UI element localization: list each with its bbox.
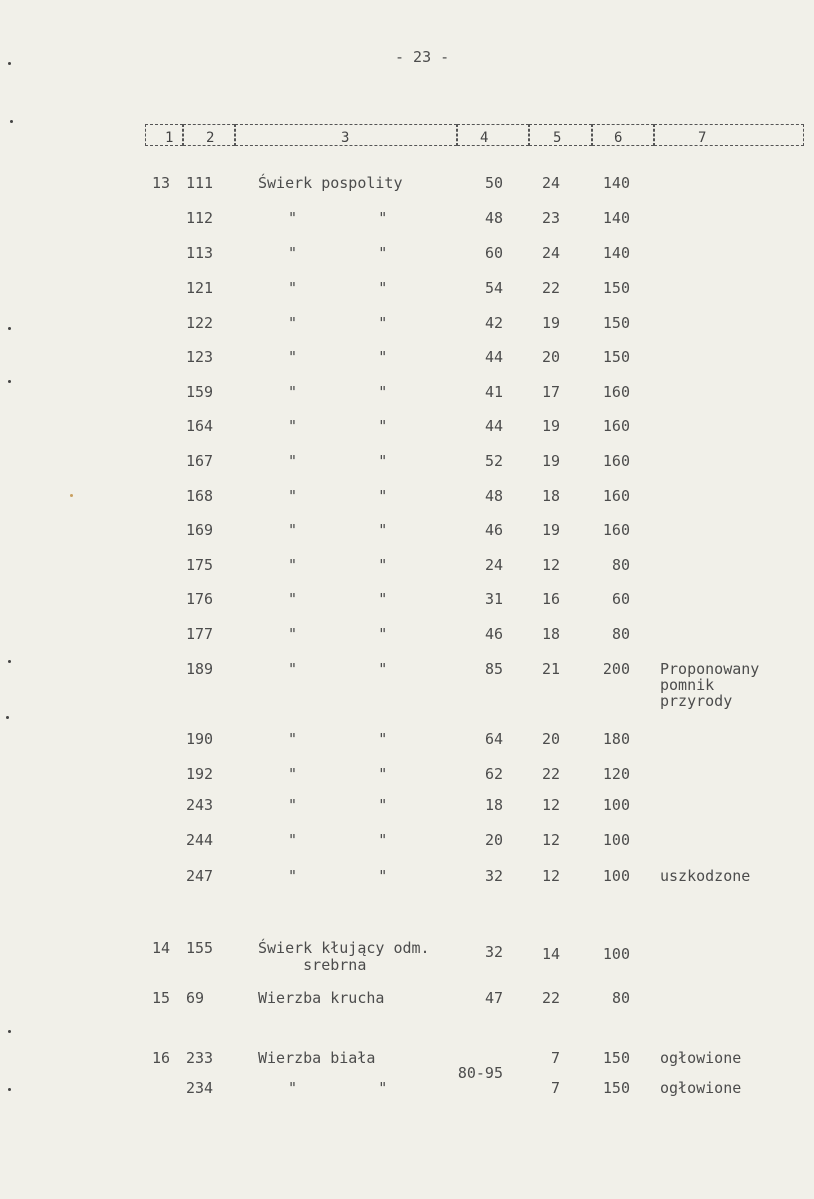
cell-species: Wierzba biała — [258, 1049, 376, 1067]
cell-nr: 159 — [186, 383, 214, 401]
page-number: - 23 - — [395, 48, 450, 66]
cell-species: " " — [288, 417, 388, 435]
cell-nr: 189 — [186, 660, 214, 678]
cell-nr: 111 — [186, 174, 214, 192]
cell-c6: 160 — [602, 417, 630, 435]
cell-c4: 18 — [484, 796, 503, 814]
cell-nr: 167 — [186, 452, 214, 470]
cell-c5: 19 — [541, 417, 560, 435]
cell-c6: 80 — [611, 989, 630, 1007]
cell-c6: 160 — [602, 487, 630, 505]
cell-c4: 47 — [484, 989, 503, 1007]
cell-c6: 200 — [602, 660, 630, 678]
header-label: 1 — [165, 130, 174, 146]
cell-c6: 140 — [602, 244, 630, 262]
cell-species: Świerk kłujący odm. srebrna — [258, 939, 430, 974]
cell-c5: 18 — [541, 625, 560, 643]
cell-nr: 190 — [186, 730, 214, 748]
margin-speck — [8, 380, 11, 383]
cell-species: " " — [288, 730, 388, 748]
cell-nr: 192 — [186, 765, 214, 783]
cell-species: " " — [288, 383, 388, 401]
cell-c6: 160 — [602, 521, 630, 539]
cell-c5: 17 — [541, 383, 560, 401]
header-label: 5 — [553, 130, 562, 146]
cell-c4: 60 — [484, 244, 503, 262]
cell-nr: 233 — [186, 1049, 214, 1067]
cell-c6: 140 — [602, 174, 630, 192]
cell-nr: 244 — [186, 831, 214, 849]
cell-species: " " — [288, 209, 388, 227]
header-cell — [592, 124, 654, 146]
cell-c6: 180 — [602, 730, 630, 748]
cell-nr: 123 — [186, 348, 214, 366]
cell-c6: 100 — [602, 831, 630, 849]
cell-c4: 24 — [484, 556, 503, 574]
cell-c6: 150 — [602, 1049, 630, 1067]
cell-species: " " — [288, 625, 388, 643]
header-label: 3 — [341, 130, 350, 146]
cell-c5: 7 — [550, 1079, 560, 1097]
cell-c5: 24 — [541, 174, 560, 192]
header-label: 6 — [614, 130, 623, 146]
cell-species: " " — [288, 279, 388, 297]
cell-c6: 140 — [602, 209, 630, 227]
cell-species: " " — [288, 452, 388, 470]
cell-c6: 160 — [602, 383, 630, 401]
cell-c4: 20 — [484, 831, 503, 849]
cell-c4: 44 — [484, 417, 503, 435]
cell-c4: 50 — [484, 174, 503, 192]
cell-group: 16 — [152, 1049, 171, 1067]
cell-species: " " — [288, 796, 388, 814]
cell-species: " " — [288, 521, 388, 539]
cell-note: ogłowione — [660, 1049, 742, 1067]
cell-c5: 18 — [541, 487, 560, 505]
cell-c5: 22 — [541, 279, 560, 297]
cell-species: " " — [288, 556, 388, 574]
cell-nr: 69 — [186, 989, 205, 1007]
cell-c6: 100 — [602, 867, 630, 885]
margin-speck — [8, 660, 11, 663]
cell-nr: 155 — [186, 939, 214, 957]
cell-nr: 247 — [186, 867, 214, 885]
margin-speck — [8, 327, 11, 330]
cell-nr: 168 — [186, 487, 214, 505]
cell-species: " " — [288, 314, 388, 332]
cell-nr: 113 — [186, 244, 214, 262]
cell-c6: 150 — [602, 314, 630, 332]
cell-species: " " — [288, 1079, 388, 1097]
cell-nr: 121 — [186, 279, 214, 297]
cell-c5: 7 — [550, 1049, 560, 1067]
cell-c4: 85 — [484, 660, 503, 678]
cell-c5: 12 — [541, 556, 560, 574]
cell-species: " " — [288, 765, 388, 783]
cell-note: uszkodzone — [660, 867, 751, 885]
cell-c5: 20 — [541, 730, 560, 748]
margin-speck — [8, 1088, 11, 1091]
cell-c5: 19 — [541, 521, 560, 539]
margin-speck — [8, 1030, 11, 1033]
cell-species: " " — [288, 244, 388, 262]
cell-nr: 175 — [186, 556, 214, 574]
cell-c5: 14 — [541, 945, 560, 963]
margin-speck — [10, 120, 13, 123]
cell-species: " " — [288, 590, 388, 608]
cell-c6: 150 — [602, 279, 630, 297]
cell-species: Wierzba krucha — [258, 989, 385, 1007]
cell-group: 13 — [152, 174, 171, 192]
cell-group: 14 — [152, 939, 171, 957]
cell-c6: 150 — [602, 1079, 630, 1097]
cell-c5: 20 — [541, 348, 560, 366]
cell-nr: 243 — [186, 796, 214, 814]
cell-c4: 41 — [484, 383, 503, 401]
margin-speck — [8, 62, 11, 65]
cell-species: " " — [288, 348, 388, 366]
cell-c6: 100 — [602, 945, 630, 963]
cell-note: Proponowany pomnik przyrody — [660, 660, 760, 710]
cell-c4: 46 — [484, 521, 503, 539]
cell-c5: 22 — [541, 989, 560, 1007]
cell-group: 15 — [152, 989, 171, 1007]
margin-speck — [6, 716, 9, 719]
cell-c4: 62 — [484, 765, 503, 783]
cell-c6: 100 — [602, 796, 630, 814]
cell-nr: 169 — [186, 521, 214, 539]
cell-c4: 64 — [484, 730, 503, 748]
cell-c4: 44 — [484, 348, 503, 366]
cell-nr: 176 — [186, 590, 214, 608]
cell-c6: 150 — [602, 348, 630, 366]
cell-nr: 112 — [186, 209, 214, 227]
cell-c6: 120 — [602, 765, 630, 783]
cell-c6: 160 — [602, 452, 630, 470]
cell-c6: 60 — [611, 590, 630, 608]
cell-c5: 23 — [541, 209, 560, 227]
cell-c5: 16 — [541, 590, 560, 608]
cell-c6: 80 — [611, 556, 630, 574]
cell-c5: 12 — [541, 867, 560, 885]
cell-c4: 32 — [484, 867, 503, 885]
cell-c4: 54 — [484, 279, 503, 297]
cell-nr: 234 — [186, 1079, 214, 1097]
cell-c5: 22 — [541, 765, 560, 783]
cell-c4: 48 — [484, 487, 503, 505]
margin-speck — [70, 494, 73, 497]
cell-nr: 122 — [186, 314, 214, 332]
cell-note: ogłowione — [660, 1079, 742, 1097]
header-label: 7 — [698, 130, 707, 146]
header-cell — [654, 124, 804, 146]
header-label: 2 — [206, 130, 215, 146]
cell-c5: 21 — [541, 660, 560, 678]
cell-c5: 19 — [541, 314, 560, 332]
cell-c5: 12 — [541, 796, 560, 814]
header-label: 4 — [480, 130, 489, 146]
cell-c4: 80-95 — [457, 1064, 503, 1082]
cell-c5: 24 — [541, 244, 560, 262]
cell-c4: 52 — [484, 452, 503, 470]
cell-nr: 177 — [186, 625, 214, 643]
cell-species: " " — [288, 831, 388, 849]
cell-c4: 32 — [484, 943, 503, 961]
cell-c4: 48 — [484, 209, 503, 227]
header-cell — [145, 124, 183, 146]
cell-species: Świerk pospolity — [258, 174, 403, 192]
cell-c4: 42 — [484, 314, 503, 332]
header-cell — [457, 124, 529, 146]
cell-c5: 12 — [541, 831, 560, 849]
cell-species: " " — [288, 867, 388, 885]
cell-nr: 164 — [186, 417, 214, 435]
cell-c5: 19 — [541, 452, 560, 470]
cell-c4: 46 — [484, 625, 503, 643]
cell-c4: 31 — [484, 590, 503, 608]
cell-species: " " — [288, 487, 388, 505]
cell-c6: 80 — [611, 625, 630, 643]
cell-species: " " — [288, 660, 388, 678]
